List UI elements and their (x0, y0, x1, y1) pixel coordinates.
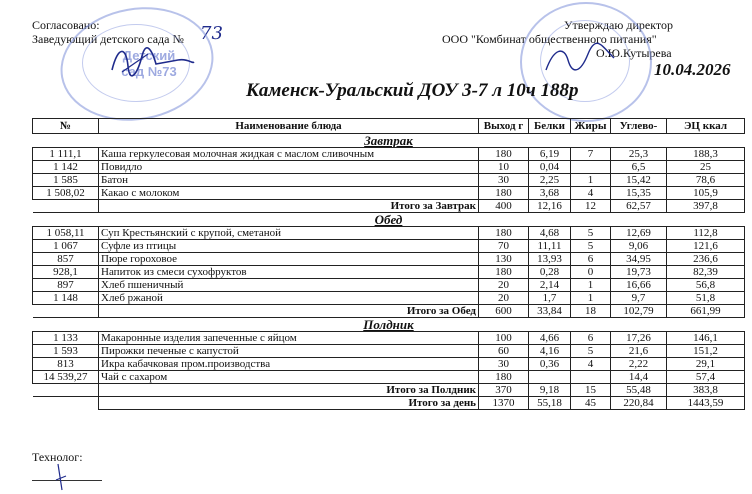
table-cell: Икра кабачковая пром.производства (99, 358, 479, 371)
col-number: № (33, 119, 99, 134)
day-total-row (33, 397, 745, 410)
section-row (33, 318, 745, 332)
left-signature (108, 42, 198, 82)
col-carbs: Углево- (611, 119, 667, 134)
handwritten-number: 73 (200, 23, 223, 44)
total-blank-cell (33, 305, 99, 318)
section-title: Завтрак (33, 134, 745, 148)
table-cell: Повидло (99, 161, 479, 174)
col-portion: Выход г (479, 119, 529, 134)
table-cell: Суп Крестьянский с крупой, сметаной (99, 227, 479, 240)
table-cell: 5 (571, 240, 611, 253)
total-cell: 400 (479, 200, 529, 213)
table-cell: Хлеб пшеничный (99, 279, 479, 292)
table-cell: 180 (479, 187, 529, 200)
table-cell: 1 (571, 279, 611, 292)
table-cell: 0,36 (529, 358, 571, 371)
table-cell: 180 (479, 371, 529, 384)
total-label: Итого за Обед (99, 305, 479, 318)
table-row (33, 161, 745, 174)
table-row (33, 292, 745, 305)
technologist-label: Технолог: (32, 450, 83, 464)
table-cell: 6 (571, 332, 611, 345)
table-cell: 4,68 (529, 227, 571, 240)
table-cell: 1 067 (33, 240, 99, 253)
table-cell: 4 (571, 187, 611, 200)
table-cell: 13,93 (529, 253, 571, 266)
total-cell: 600 (479, 305, 529, 318)
day-total-cell: 45 (571, 397, 611, 410)
table-cell: 1 508,02 (33, 187, 99, 200)
col-energy: ЭЦ ккал (667, 119, 745, 134)
table-row (33, 332, 745, 345)
table-cell: 1 (571, 174, 611, 187)
table-cell: 6,5 (611, 161, 667, 174)
table-cell: 100 (479, 332, 529, 345)
table-cell: 1 (571, 292, 611, 305)
total-cell: 12 (571, 200, 611, 213)
table-cell: 6 (571, 253, 611, 266)
table-cell: 12,69 (611, 227, 667, 240)
table-cell: 857 (33, 253, 99, 266)
section-title: Полдник (33, 318, 745, 332)
table-cell: Чай с сахаром (99, 371, 479, 384)
total-cell: 102,79 (611, 305, 667, 318)
table-cell: 236,6 (667, 253, 745, 266)
section-row (33, 213, 745, 227)
table-cell: 56,8 (667, 279, 745, 292)
table-cell: 30 (479, 358, 529, 371)
total-cell: 9,18 (529, 384, 571, 397)
table-row (33, 345, 745, 358)
table-cell: 188,3 (667, 148, 745, 161)
table-cell: 1 585 (33, 174, 99, 187)
table-cell: Макаронные изделия запеченные с яйцом (99, 332, 479, 345)
table-cell: 57,4 (667, 371, 745, 384)
total-cell: 55,48 (611, 384, 667, 397)
table-cell (571, 371, 611, 384)
table-cell: 2,25 (529, 174, 571, 187)
total-row (33, 200, 745, 213)
table-cell: Батон (99, 174, 479, 187)
director-name: О.Ю.Кутырева (596, 46, 672, 60)
right-signature (540, 40, 620, 80)
total-cell: 18 (571, 305, 611, 318)
table-cell: Пирожки печеные с капустой (99, 345, 479, 358)
left-stamp-line2: сад №73 (121, 64, 177, 79)
approve-director-label: Утверждаю директор (564, 18, 673, 32)
table-cell: 34,95 (611, 253, 667, 266)
table-cell: 70 (479, 240, 529, 253)
approved-label: Согласовано: (32, 18, 100, 32)
table-cell: Напиток из смеси сухофруктов (99, 266, 479, 279)
table-cell: 180 (479, 148, 529, 161)
table-cell: 0,04 (529, 161, 571, 174)
table-cell: 151,2 (667, 345, 745, 358)
table-cell: 19,73 (611, 266, 667, 279)
col-fat: Жиры (571, 119, 611, 134)
section-row (33, 134, 745, 148)
table-row (33, 187, 745, 200)
table-cell: 6,19 (529, 148, 571, 161)
table-cell (571, 161, 611, 174)
table-cell: 30 (479, 174, 529, 187)
technologist-signature (52, 462, 72, 492)
table-cell: 9,7 (611, 292, 667, 305)
table-cell: 180 (479, 227, 529, 240)
table-cell: 3,68 (529, 187, 571, 200)
table-cell: 112,8 (667, 227, 745, 240)
total-row (33, 305, 745, 318)
table-cell: 4,66 (529, 332, 571, 345)
day-total-label: Итого за день (99, 397, 479, 410)
table-cell: 29,1 (667, 358, 745, 371)
table-cell: 25 (667, 161, 745, 174)
table-cell: 121,6 (667, 240, 745, 253)
table-cell: 82,39 (667, 266, 745, 279)
document-date: 10.04.2026 (654, 60, 731, 79)
table-cell: 60 (479, 345, 529, 358)
table-cell (529, 371, 571, 384)
table-cell: 11,11 (529, 240, 571, 253)
table-cell: 5 (571, 227, 611, 240)
table-row (33, 266, 745, 279)
menu-title: Каменск-Уральский ДОУ 3-7 л 10ч 188р (246, 80, 579, 101)
total-cell: 62,57 (611, 200, 667, 213)
table-row (33, 174, 745, 187)
table-cell: Какао с молоком (99, 187, 479, 200)
left-stamp-line1: Детский (122, 48, 176, 63)
table-row (33, 227, 745, 240)
total-cell: 12,16 (529, 200, 571, 213)
table-cell: 1 148 (33, 292, 99, 305)
total-blank-cell (33, 384, 99, 397)
table-row (33, 279, 745, 292)
table-cell: 20 (479, 279, 529, 292)
table-cell: 4 (571, 358, 611, 371)
table-cell: 15,42 (611, 174, 667, 187)
table-cell: 897 (33, 279, 99, 292)
table-cell: 78,6 (667, 174, 745, 187)
table-cell: 1 593 (33, 345, 99, 358)
total-label: Итого за Полдник (99, 384, 479, 397)
table-cell: 1 142 (33, 161, 99, 174)
table-cell: 813 (33, 358, 99, 371)
table-cell: 105,9 (667, 187, 745, 200)
day-total-cell: 1370 (479, 397, 529, 410)
menu-table (32, 118, 745, 410)
table-cell: 15,35 (611, 187, 667, 200)
table-cell: 130 (479, 253, 529, 266)
table-cell: 17,26 (611, 332, 667, 345)
table-row (33, 240, 745, 253)
total-row (33, 384, 745, 397)
table-cell: 51,8 (667, 292, 745, 305)
total-cell: 397,8 (667, 200, 745, 213)
table-cell: Каша геркулесовая молочная жидкая с маслом сливочным (99, 148, 479, 161)
table-cell: 2,22 (611, 358, 667, 371)
kindergarten-head-label: Заведующий детского сада № (32, 32, 184, 46)
table-cell: 180 (479, 266, 529, 279)
table-cell: Хлеб ржаной (99, 292, 479, 305)
table-cell: 7 (571, 148, 611, 161)
table-cell: 16,66 (611, 279, 667, 292)
table-cell: 4,16 (529, 345, 571, 358)
total-cell: 15 (571, 384, 611, 397)
company-name: ООО "Комбинат общественного питания" (442, 32, 657, 46)
table-cell: 5 (571, 345, 611, 358)
table-cell: 1 133 (33, 332, 99, 345)
table-cell: Суфле из птицы (99, 240, 479, 253)
table-cell: 14,4 (611, 371, 667, 384)
table-cell: 928,1 (33, 266, 99, 279)
menu-body (33, 134, 745, 410)
day-total-cell: 220,84 (611, 397, 667, 410)
table-cell: 9,06 (611, 240, 667, 253)
table-cell: Пюре гороховое (99, 253, 479, 266)
total-cell: 370 (479, 384, 529, 397)
table-cell: 2,14 (529, 279, 571, 292)
total-label: Итого за Завтрак (99, 200, 479, 213)
table-cell: 0,28 (529, 266, 571, 279)
table-row (33, 148, 745, 161)
total-cell: 33,84 (529, 305, 571, 318)
col-protein: Белки (529, 119, 571, 134)
day-total-cell: 55,18 (529, 397, 571, 410)
table-cell: 21,6 (611, 345, 667, 358)
table-header-row (33, 119, 745, 134)
table-row (33, 253, 745, 266)
total-cell: 383,8 (667, 384, 745, 397)
table-cell: 1 058,11 (33, 227, 99, 240)
table-cell: 20 (479, 292, 529, 305)
table-row (33, 371, 745, 384)
table-cell: 0 (571, 266, 611, 279)
table-cell: 10 (479, 161, 529, 174)
col-dish-name: Наименование блюда (99, 119, 479, 134)
table-cell: 1,7 (529, 292, 571, 305)
section-title: Обед (33, 213, 745, 227)
table-cell: 25,3 (611, 148, 667, 161)
total-blank-cell (33, 200, 99, 213)
day-total-cell: 1443,59 (667, 397, 745, 410)
table-cell: 14 539,27 (33, 371, 99, 384)
table-row (33, 358, 745, 371)
table-cell: 146,1 (667, 332, 745, 345)
total-blank-cell (33, 397, 99, 410)
total-cell: 661,99 (667, 305, 745, 318)
table-cell: 1 111,1 (33, 148, 99, 161)
